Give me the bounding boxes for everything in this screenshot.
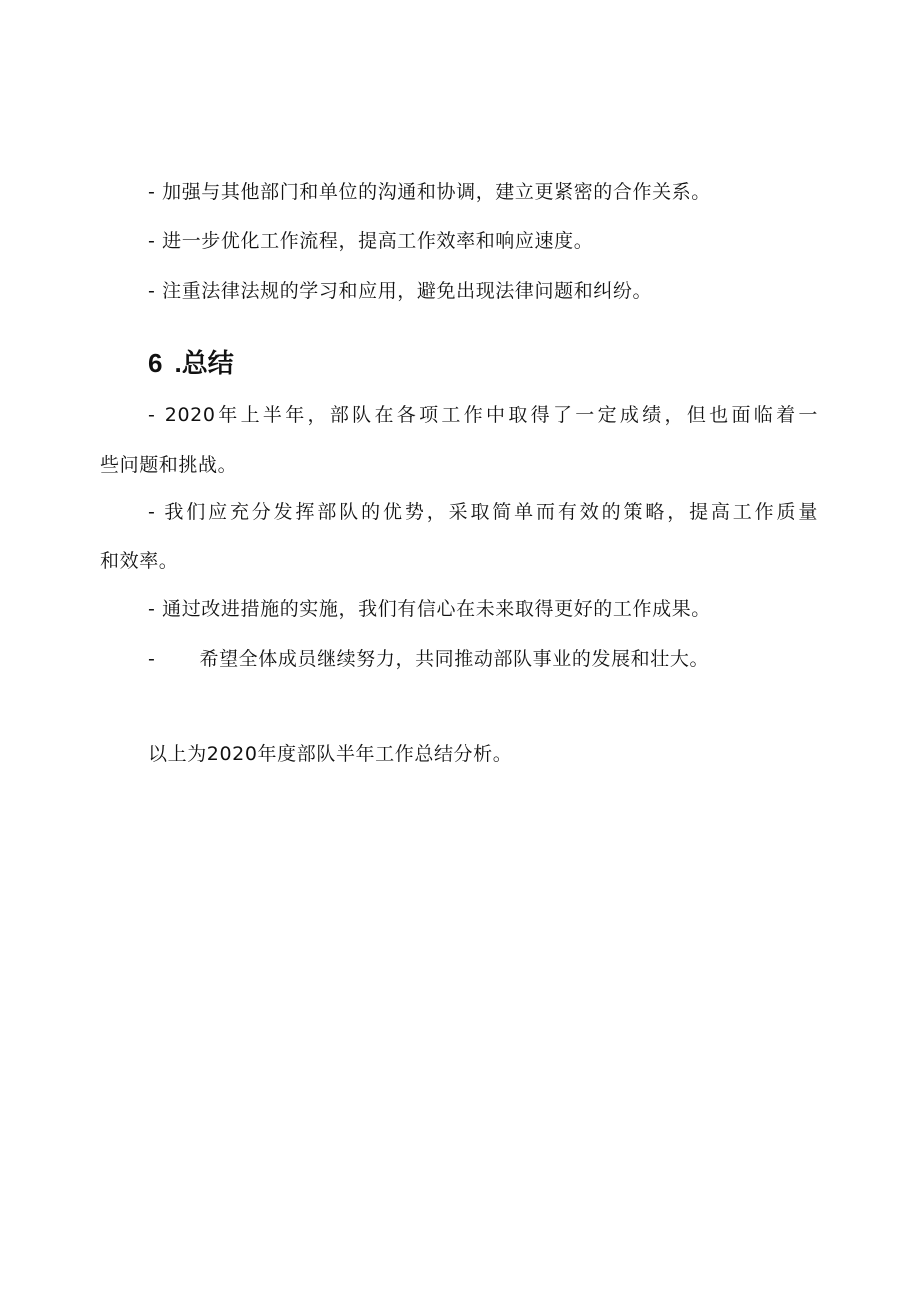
closing-sentence: 以上为2020年度部队半年工作总结分析。 (148, 743, 513, 765)
summary-paragraph-4 (148, 647, 709, 671)
bullet-item-communication: - 加强与其他部门和单位的沟通和协调，建立更紧密的合作关系。 (148, 181, 711, 203)
section-heading (148, 348, 234, 378)
section-title: .总结 (174, 348, 234, 378)
summary-paragraph-1-line-2: 些问题和挑战。 (100, 454, 238, 476)
summary-paragraph-4-text: 希望全体成员继续努力，共同推动部队事业的发展和壮大。 (199, 648, 710, 670)
section-number: 6 (148, 348, 163, 378)
bullet-item-law: - 注重法律法规的学习和应用，避免出现法律问题和纠纷。 (148, 280, 653, 302)
summary-paragraph-2-line-1: - 我们应充分发挥部队的优势，采取简单而有效的策略，提高工作质量 (148, 501, 818, 523)
summary-paragraph-2-line-2: 和效率。 (100, 550, 179, 572)
summary-paragraph-1-line-1: - 2020年上半年，部队在各项工作中取得了一定成绩，但也面临着一 (148, 404, 818, 426)
summary-paragraph-3: - 通过改进措施的实施，我们有信心在未来取得更好的工作成果。 (148, 598, 711, 620)
bullet-item-workflow: - 进一步优化工作流程，提高工作效率和响应速度。 (148, 230, 594, 252)
summary-paragraph-4-dash: - (148, 648, 156, 670)
